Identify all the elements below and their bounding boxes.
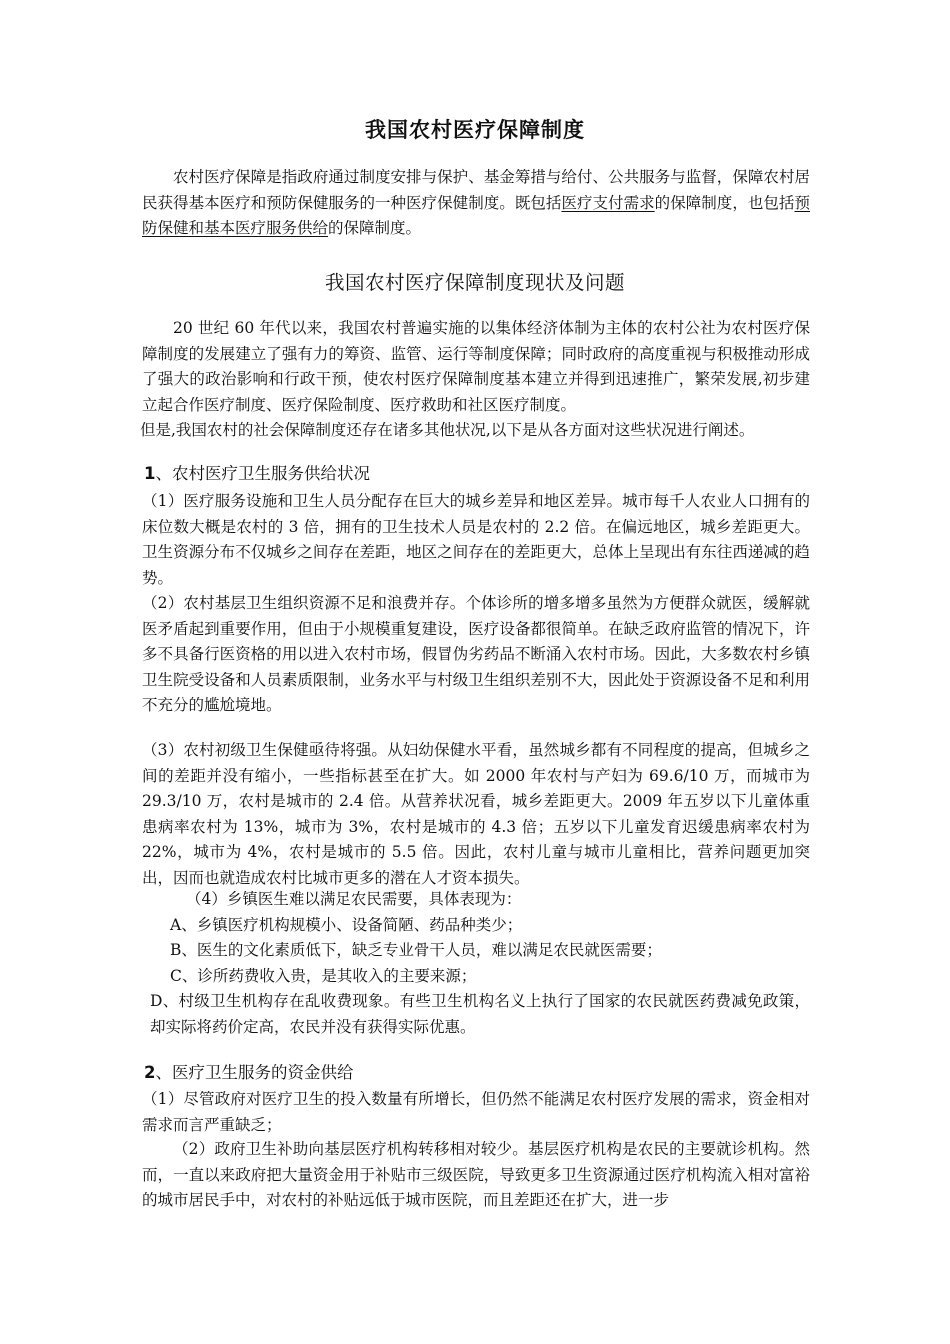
section-heading-status: 我国农村医疗保障制度现状及问题 xyxy=(324,271,625,294)
however-paragraph: 但是,我国农村的社会保障制度还存在诸多其他状况,以下是从各方面对这些状况进行阐述。 xyxy=(140,421,755,439)
list-item-a: A、乡镇医疗机构规模小、设备简陋、药品种类少； xyxy=(170,916,523,934)
section-1-point-3: （3）农村初级卫生保健亟待将强。从妇幼保健水平看，虽然城乡都有不同程度的提高，但城乡之间的差距并没有缩小，一些指标甚至在扩大。如 2000 年农村与产妇为 69.6/10 万，而城市为 29.3/10 万，农村是城市的 2.4 倍。从营养状况看，城乡差距更大。2009 年五岁以下儿童体重患病率农村为 13%，城市为 3%，农村是城市的 4.3 倍；五岁以下儿童发育迟缓患病率农村为 22%，城市为 4%，农村是城市的 5.5 倍。因此，农村儿童与城市儿童相比，营养问题更加突出，因而也就造成农村比城市更多的潜在人才资本损失。 xyxy=(142,741,810,887)
section-2-heading xyxy=(144,1060,804,1086)
underlined-term-service-supply: 预防保健和基本医疗服务供给 xyxy=(142,193,810,237)
section-1-heading xyxy=(144,461,804,487)
section-2-point-2: （2）政府卫生补助向基层医疗机构转移相对较少。基层医疗机构是农民的主要就诊机构。然而，一直以来政府把大量资金用于补贴市三级医院，导致更多卫生资源通过医疗机构流入相对富裕的城市居民手中，对农村的补贴远低于城市医院，而且差距还在扩大，进一步 xyxy=(142,1140,810,1209)
underlined-term-payment-demand: 医疗支付需求 xyxy=(561,193,655,212)
section-2-title: 、医疗卫生服务的资金供给 xyxy=(155,1063,354,1082)
section-1-point-2: （2）农村基层卫生组织资源不足和浪费并存。个体诊所的增多增多虽然为方便群众就医，缓解就医矛盾起到重要作用，但由于小规模重复建设，医疗设备都很简单。在缺乏政府监管的情况下，许多不具备行医资格的用以进入农村市场，假冒伪劣药品不断涌入农村市场。因此，大多数农村乡镇卫生院受设备和人员素质限制，业务水平与村级卫生组织差别不大，因此处于资源设备不足和利用不充分的尴尬境地。 xyxy=(142,594,810,714)
document-title: 我国农村医疗保障制度 xyxy=(365,118,585,142)
list-item-d: D、村级卫生机构存在乱收费现象。有些卫生机构名义上执行了国家的农民就医药费减免政策，却实际将药价定高，农民并没有获得实际优惠。 xyxy=(150,992,810,1036)
intro-paragraph xyxy=(142,165,810,242)
section-1-point-1: （1）医疗服务设施和卫生人员分配存在巨大的城乡差异和地区差异。城市每千人农业人口拥有的床位数大概是农村的 3 倍，拥有的卫生技术人员是农村的 2.2 倍。在偏远地区，城乡差距更大。卫生资源分布不仅城乡之间存在差距，地区之间存在的差距更大，总体上呈现出有东往西递减的趋势。 xyxy=(142,492,810,587)
section-2-point-1: （1）尽管政府对医疗卫生的投入数量有所增长，但仍然不能满足农村医疗发展的需求，资金相对需求而言严重缺乏； xyxy=(142,1090,810,1134)
section-1-point-4: （4）乡镇医生难以满足农民需要，具体表现为： xyxy=(186,890,522,908)
list-item-c: C、诊所药费收入贵，是其收入的主要来源； xyxy=(170,967,477,985)
history-paragraph: 20 世纪 60 年代以来，我国农村普遍实施的以集体经济体制为主体的农村公社为农村医疗保障制度的发展建立了强有力的筹资、监管、运行等制度保障；同时政府的高度重视与积极推动形成了强大的政治影响和行政干预，使农村医疗保障制度基本建立并得到迅速推广，繁荣发展,初步建立起合作医疗制度、医疗保险制度、医疗救助和社区医疗制度。 xyxy=(142,319,810,414)
intro-text-2: 的保障制度，也包括 xyxy=(654,193,795,212)
list-item-b: B、医生的文化素质低下，缺乏专业骨干人员，难以满足农民就医需要； xyxy=(170,941,662,959)
intro-text-1: 农村医疗保障是指政府通过制度安排与保护、基金筹措与给付、公共服务与监督，保障农村居民获得基本医疗和预防保健服务的一种医疗保健制度。既包括 xyxy=(142,168,810,212)
section-2-number: 2 xyxy=(144,1063,156,1082)
section-1-number: 1 xyxy=(144,464,156,483)
section-1-title: 、农村医疗卫生服务供给状况 xyxy=(155,464,370,483)
intro-text-3: 的保障制度。 xyxy=(328,219,422,237)
